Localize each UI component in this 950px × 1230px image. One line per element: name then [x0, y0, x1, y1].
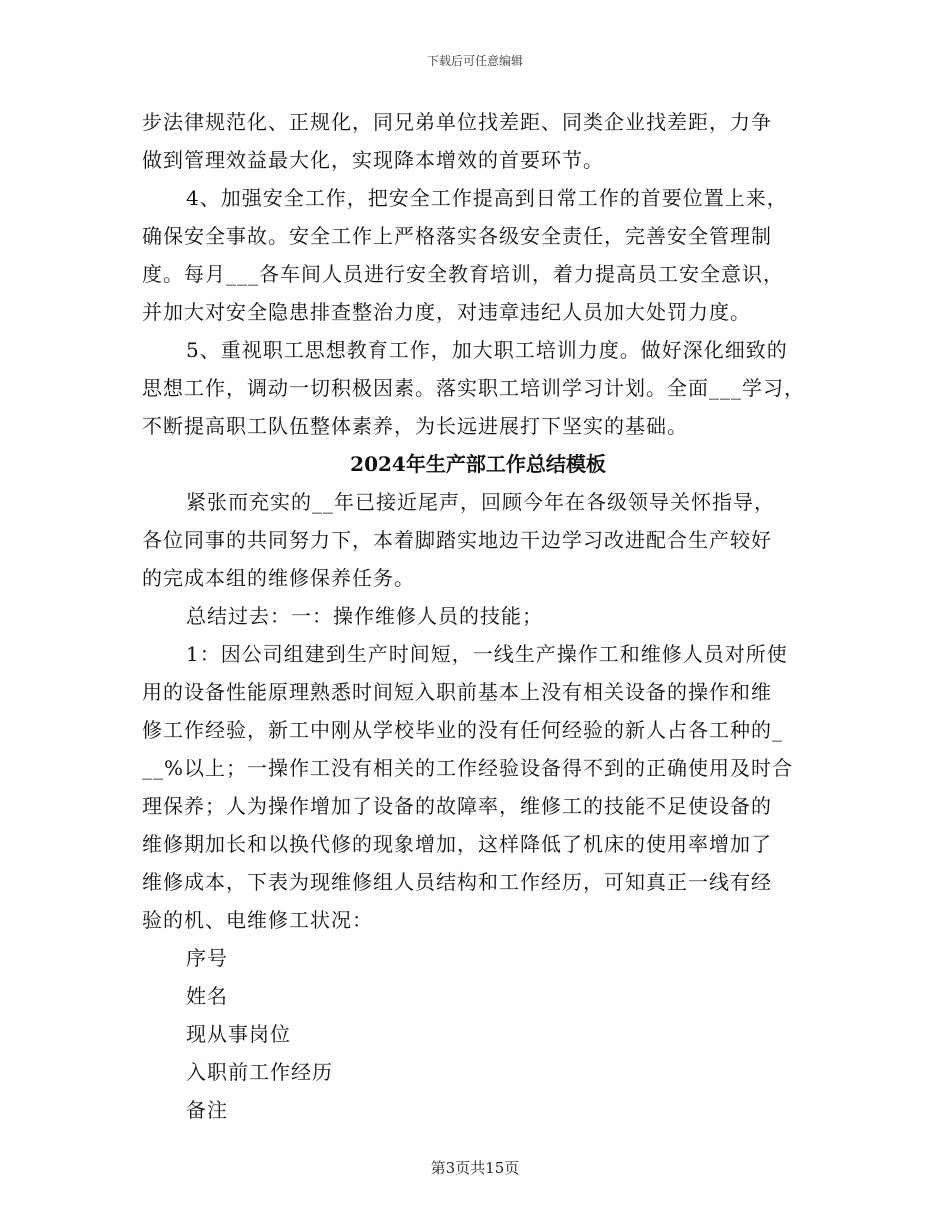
paragraph-line: 5、重视职工思想教育工作，加大职工培训力度。做好深化细致的 [186, 338, 788, 362]
document-body [142, 103, 814, 1129]
paragraph-line: 确保安全事故。安全工作上严格落实各级安全责任，完善安全管理制 [142, 224, 772, 248]
page-header-note: 下载后可任意编辑 [426, 54, 523, 68]
paragraph-line: 4、加强安全工作，把安全工作提高到日常工作的首要位置上来， [186, 186, 788, 210]
table-header-item: 入职前工作经历 [186, 1060, 333, 1084]
paragraph-line: 验的机、电维修工状况： [142, 908, 373, 932]
paragraph-line: 用的设备性能原理熟悉时间短入职前基本上没有相关设备的操作和维 [142, 680, 772, 704]
paragraph-line: 不断提高职工队伍整体素养，为长远进展打下坚实的基础。 [142, 414, 688, 438]
paragraph-line: 修工作经验，新工中刚从学校毕业的没有任何经验的新人占各工种的_ [142, 718, 783, 742]
paragraph-line: 度。每月___各车间人员进行安全教育培训，着力提高员工安全意识， [142, 262, 784, 286]
paragraph-line: 思想工作，调动一切积极因素。落实职工培训学习计划。全面___学习， [142, 376, 805, 400]
section-title: 2024年生产部工作总结模板 [350, 452, 606, 476]
table-header-item: 序号 [186, 946, 228, 970]
paragraph-line: 1：因公司组建到生产时间短，一线生产操作工和维修人员对所使 [186, 642, 788, 666]
table-header-item: 备注 [186, 1098, 228, 1122]
paragraph-line: 做到管理效益最大化，实现降本增效的首要环节。 [142, 148, 604, 172]
paragraph-line: 维修期加长和以换代修的现象增加，这样降低了机床的使用率增加了 [142, 832, 772, 856]
page-number: 第3页共15页 [430, 1159, 520, 1177]
paragraph-line: 紧张而充实的__年已接近尾声，回顾今年在各级领导关怀指导， [186, 490, 775, 514]
table-header-item: 现从事岗位 [186, 1022, 291, 1046]
paragraph-line: 各位同事的共同努力下，本着脚踏实地边干边学习改进配合生产较好 [142, 528, 772, 552]
table-header-item: 姓名 [186, 984, 228, 1008]
paragraph-line: 并加大对安全隐患排查整治力度，对违章违纪人员加大处罚力度。 [142, 300, 751, 324]
paragraph-line: 维修成本，下表为现维修组人员结构和工作经历，可知真正一线有经 [142, 870, 772, 894]
paragraph-line: 的完成本组的维修保养任务。 [142, 566, 415, 590]
paragraph-line: 理保养；人为操作增加了设备的故障率，维修工的技能不足使设备的 [142, 794, 772, 818]
paragraph-line: 总结过去：一：操作维修人员的技能； [186, 604, 543, 628]
paragraph-line: 步法律规范化、正规化，同兄弟单位找差距、同类企业找差距，力争 [142, 110, 772, 134]
paragraph-line: __%以上；一操作工没有相关的工作经验设备得不到的正确使用及时合 [142, 756, 794, 780]
